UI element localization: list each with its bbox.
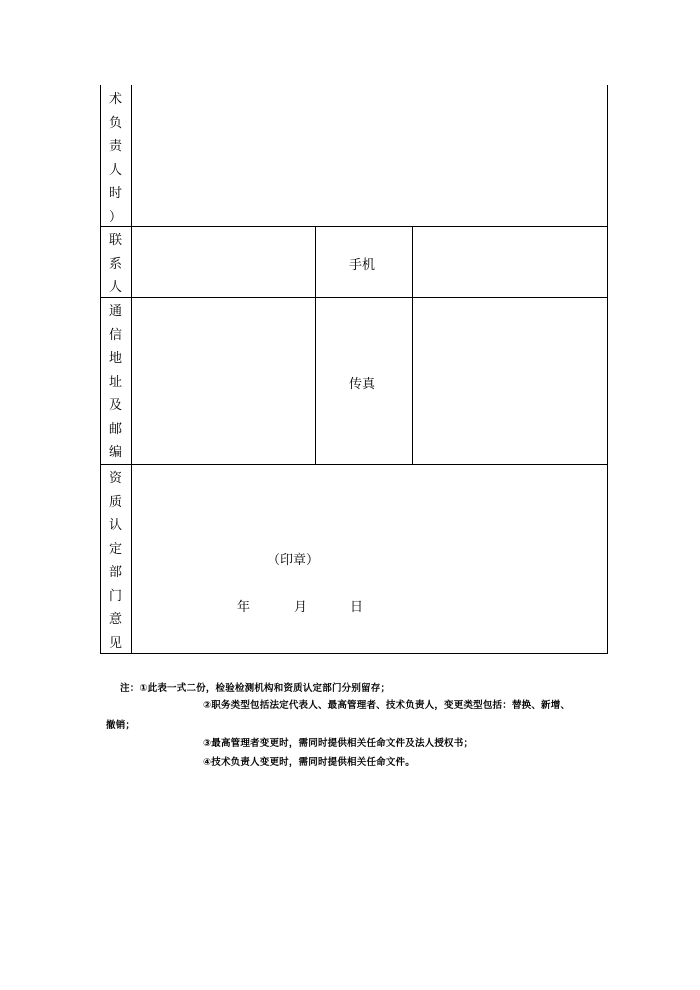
note-line-1: 注：①此表一式二份，检验检测机构和资质认定部门分别留存； [120, 683, 391, 694]
tech-lead-field[interactable] [132, 85, 607, 226]
mobile-field[interactable] [413, 227, 607, 297]
label-char: 及 [108, 398, 122, 413]
label-char: 定 [108, 541, 122, 557]
label-char: 通 [108, 304, 122, 319]
label-char: 部 [108, 565, 122, 580]
month-label: 月 [294, 600, 308, 615]
label-char: 人 [108, 162, 122, 178]
contact-mid-divider-left [315, 226, 316, 464]
contact-field[interactable] [132, 227, 315, 297]
label-char: 门 [108, 588, 122, 604]
label-char: 邮 [108, 421, 122, 437]
fax-field[interactable] [413, 298, 607, 464]
address-field[interactable] [132, 298, 315, 464]
label-char: 质 [108, 494, 122, 510]
fax-label: 传真 [349, 377, 376, 392]
label-char: 意 [108, 612, 122, 627]
address-label [100, 300, 131, 465]
label-char: 址 [108, 374, 122, 390]
note-line-2: ②职务类型包括法定代表人、最高管理者、技术负责人，变更类型包括：替换、新增、 [203, 700, 571, 711]
mobile-label: 手机 [349, 258, 376, 273]
note-line-3: 撤销； [106, 720, 136, 731]
opinion-label [100, 467, 131, 655]
label-char: 认 [108, 518, 122, 533]
label-char: 联 [108, 233, 122, 248]
label-char: 资 [108, 471, 122, 486]
label-char: 负 [108, 115, 122, 131]
seal-text: （印章） [267, 553, 320, 568]
tech-lead-label [100, 88, 131, 229]
opinion-field[interactable] [132, 465, 607, 653]
note-line-4: ③最高管理者变更时，需同时提供相关任命文件及法人授权书； [203, 738, 474, 749]
table-bottom-border [100, 653, 608, 654]
note-line-5: ④技术负责人变更时，需同时提供相关任命文件。 [203, 757, 415, 768]
label-char: 人 [108, 280, 122, 295]
label-char: 责 [108, 139, 122, 154]
label-char: 见 [108, 635, 122, 651]
table-right-border [607, 85, 608, 654]
label-char: 信 [108, 327, 122, 343]
label-char: 编 [108, 445, 122, 460]
label-char: 系 [108, 256, 122, 272]
year-label: 年 [237, 600, 251, 615]
label-char: 术 [108, 92, 122, 107]
label-char: 时 [108, 186, 122, 201]
label-char: ） [108, 209, 122, 225]
day-label: 日 [350, 600, 364, 615]
label-char: 地 [108, 351, 122, 366]
contact-label [100, 229, 131, 300]
